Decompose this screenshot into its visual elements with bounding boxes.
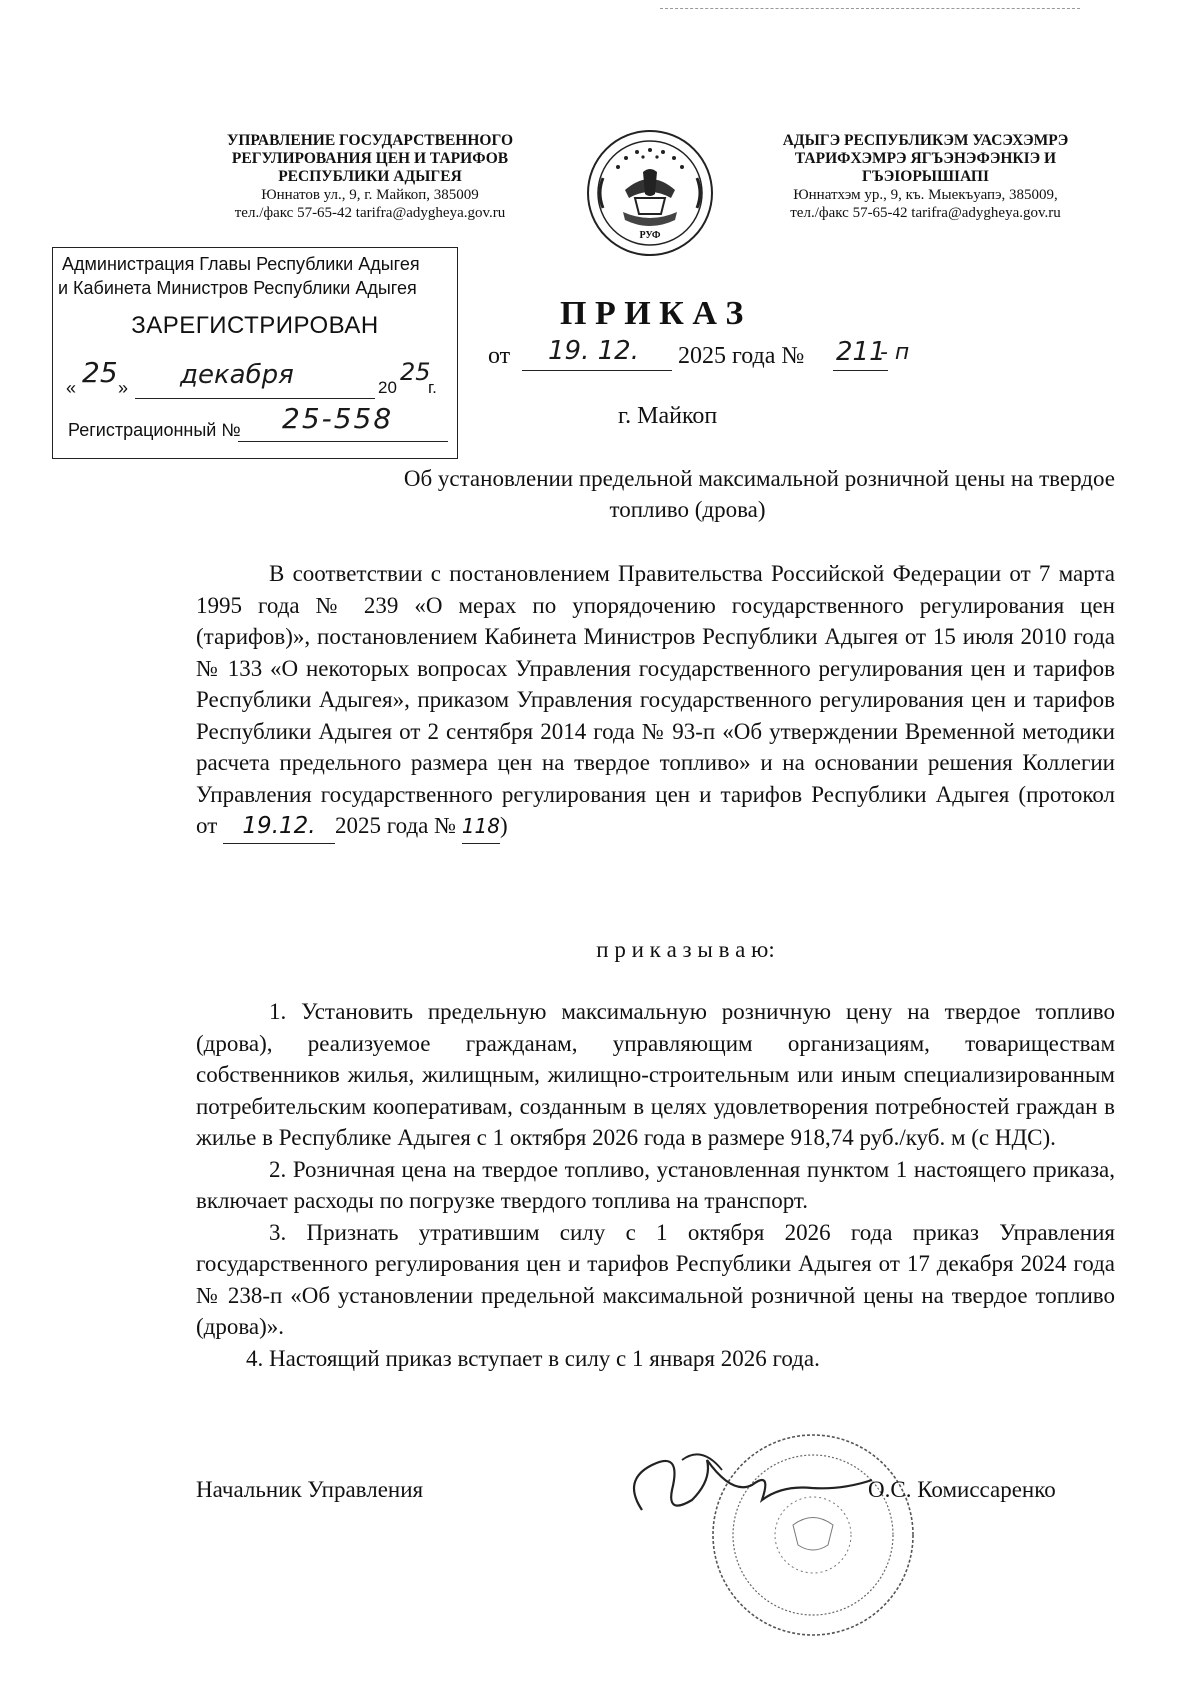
stamp-line2: и Кабинета Министров Республики Адыгея xyxy=(58,278,417,298)
order-number-hand: 211 xyxy=(836,337,886,367)
protocol-close: ) xyxy=(500,813,508,838)
signatory-position: Начальник Управления xyxy=(196,1477,424,1502)
item-1: 1. Установить предельную максимальную розничную цену на твердое топливо (дрова), реализуемое гражданам, управляющим организациям, товариществам собственников жилья, жилищным, жилищно-строительным или иным специализированным потребительским кооперативам, созданным в целях удовлетворения потребностей граждан в жилье в Республике Адыгея с 1 октября 2026 года в размере 918,74 руб./куб. м (с НДС). xyxy=(196,999,1115,1150)
stamp-year-suffix: 25 xyxy=(400,358,431,386)
order-items xyxy=(196,996,1115,1374)
stamp-line1: Администрация Главы Республики Адыгея xyxy=(62,254,420,274)
header-left xyxy=(180,132,560,222)
header-left-address: Юннатов ул., 9, г. Майкоп, 385009 xyxy=(261,187,479,203)
stamp-status: ЗАРЕГИСТРИРОВАН xyxy=(131,312,379,339)
stamp-quote-open: « xyxy=(66,378,77,398)
header-right xyxy=(728,132,1123,222)
item-4: 4. Настоящий приказ вступает в силу с 1 января 2026 года. xyxy=(246,1345,820,1371)
stamp-year-prefix: 20 xyxy=(378,378,397,397)
emblem-text: РУФ xyxy=(639,230,661,241)
protocol-date-hand: 19.12. xyxy=(223,811,335,844)
item-3: 3. Признать утратившим силу с 1 октября 2026 года приказ Управления государственного регулирования цен и тарифов Республики Адыгея от 17 декабря 2024 года № 238-п «Об установлении предельной максимальной розничной цены на твердое топливо (дрова)». xyxy=(196,1219,1115,1339)
stamp-reg-number: 25-558 xyxy=(282,402,394,435)
protocol-number-hand: 118 xyxy=(462,811,500,844)
stamp-month: декабря xyxy=(180,360,294,390)
stamp-reg-line xyxy=(238,441,448,442)
order-title: П Р И К А З xyxy=(560,295,744,332)
signatory-name: О.С. Комиссаренко xyxy=(868,1477,1056,1502)
order-date-mid: 2025 года № xyxy=(678,343,805,369)
stamp-quote-close: » xyxy=(118,378,129,398)
header-right-line3: ГЪЭIОРЫШIАПI xyxy=(862,168,989,185)
scan-edge-line xyxy=(660,8,1080,9)
header-right-line2: ТАРИФХЭМРЭ ЯГЪЭНЭФЭНКIЭ И xyxy=(794,150,1057,167)
command-word: п р и к а з ы в а ю: xyxy=(596,937,775,962)
header-left-line3: РЕСПУБЛИКИ АДЫГЕЯ xyxy=(278,168,462,185)
order-number-line xyxy=(833,370,888,371)
header-right-line1: АДЫГЭ РЕСПУБЛИКЭМ УАСЭХЭМРЭ xyxy=(782,132,1069,149)
order-date-prefix: от xyxy=(488,343,511,369)
order-date-line xyxy=(522,370,672,371)
header-left-line1: УПРАВЛЕНИЕ ГОСУДАРСТВЕННОГО xyxy=(226,132,514,149)
header-left-contacts: тел./факс 57-65-42 tarifra@adygheya.gov.ru xyxy=(234,205,506,221)
protocol-mid: 2025 года № xyxy=(335,813,457,838)
header-right-address: Юннатхэм ур., 9, къ. Мыекъуапэ, 385009, xyxy=(793,187,1058,203)
coat-of-arms-icon xyxy=(585,128,715,258)
subject-line2: топливо (дрова) xyxy=(609,497,766,522)
item-2: 2. Розничная цена на твердое топливо, установленная пунктом 1 настоящего приказа, включает расходы по погрузке твердого топлива на транспорт. xyxy=(196,1156,1115,1213)
stamp-day: 25 xyxy=(82,356,118,389)
header-right-contacts: тел./факс 57-65-42 tarifra@adygheya.gov.ru xyxy=(790,205,1061,221)
order-date-hand: 19. 12. xyxy=(548,336,639,366)
subject-line1: Об установлении предельной максимальной розничной цены на твердое xyxy=(403,466,1115,491)
preamble xyxy=(196,558,1115,844)
order-number-suffix: - п xyxy=(880,340,910,365)
signature-icon xyxy=(612,1440,892,1530)
preamble-text xyxy=(196,558,1115,844)
order-subject xyxy=(180,463,1115,525)
stamp-year-unit: г. xyxy=(428,378,437,397)
order-city: г. Майкоп xyxy=(618,403,718,429)
stamp-month-line xyxy=(135,398,375,399)
stamp-reg-label: Регистрационный № xyxy=(68,420,241,440)
header-left-line2: РЕГУЛИРОВАНИЯ ЦЕН И ТАРИФОВ xyxy=(231,150,509,167)
protocol-prefix: (протокол от xyxy=(196,781,1116,838)
preamble-body: В соответствии с постановлением Правительства Российской Федерации от 7 марта 1995 года № 239 «О мерах по упорядочению государственного регулирования цен (тарифов)», постановлением Кабинета Министров Республики Адыгея от 15 июля 2010 года № 133 «О некоторых вопросах Управления государственного регулирования цен и тарифов Республики Адыгея», приказом Управления государственного регулирования цен и тарифов Республики Адыгея от 2 сентября 2014 года № 93-п «Об утверждении Временной методики расчета предельного размера цен на твердое топливо» и на основании решения Коллегии Управления государственного регулирования цен и тарифов Республики Адыгея xyxy=(196,561,1115,807)
